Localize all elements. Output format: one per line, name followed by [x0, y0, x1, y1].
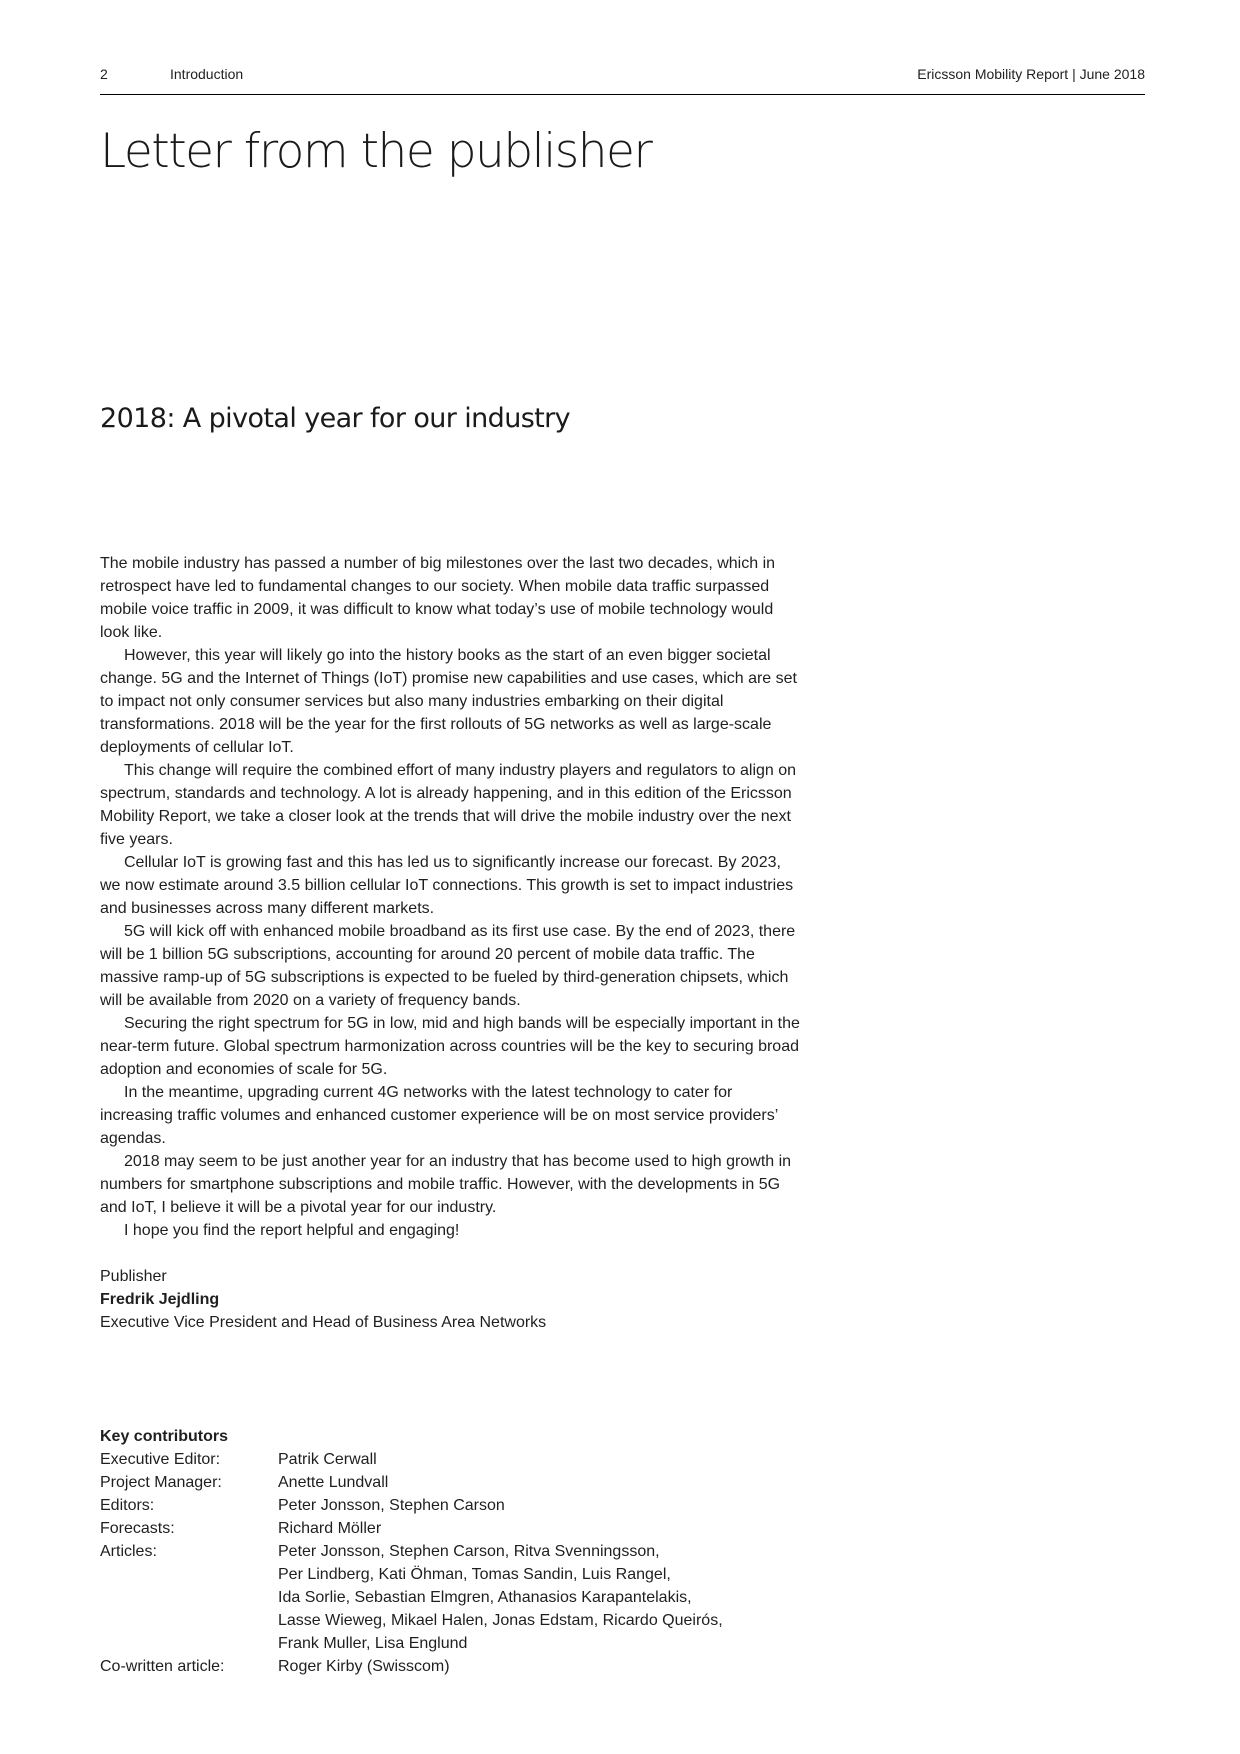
- running-title: Ericsson Mobility Report | June 2018: [917, 66, 1145, 82]
- section-name: Introduction: [170, 66, 244, 82]
- contributor-line: Roger Kirby (Swisscom): [278, 1658, 450, 1675]
- body-paragraph: 5G will kick off with enhanced mobile broadband as its first use case. By the end of 2023, there will be 1 billion 5G subscriptions, accounting for around 20 percent of mobile data traffic. The massive ramp-up of 5G subscriptions is expected to be fueled by third-generation chipsets, which will be available from 2020 on a variety of frequency bands.: [100, 923, 796, 1009]
- body-paragraph: Cellular IoT is growing fast and this has led us to significantly increase our forecast. By 2023, we now estimate around 3.5 billion cellular IoT connections. This growth is set to impact industries and businesses across many different markets.: [100, 854, 794, 917]
- contributor-line: Anette Lundvall: [278, 1474, 389, 1491]
- contributor-row: [100, 1448, 838, 1471]
- contributor-role: Executive Editor:: [100, 1451, 221, 1468]
- contributors-heading: Key contributors: [100, 1428, 229, 1445]
- contributor-row: [100, 1494, 838, 1517]
- contributor-role: Articles:: [100, 1543, 157, 1560]
- contributor-line: Peter Jonsson, Stephen Carson, Ritva Svenningsson,: [278, 1543, 660, 1560]
- contributor-role: Project Manager:: [100, 1474, 222, 1491]
- page-header: [100, 66, 1145, 95]
- contributor-names: [278, 1540, 838, 1655]
- contributor-row: [100, 1540, 838, 1655]
- contributor-line: Per Lindberg, Kati Öhman, Tomas Sandin, Luis Rangel,: [278, 1566, 671, 1583]
- contributor-role: Forecasts:: [100, 1520, 175, 1537]
- body-paragraph: In the meantime, upgrading current 4G networks with the latest technology to cater for increasing traffic volumes and enhanced customer experience will be on most service providers’ agendas.: [100, 1084, 778, 1147]
- publisher-position: Executive Vice President and Head of Business Area Networks: [100, 1314, 547, 1331]
- contributor-row: [100, 1471, 838, 1494]
- body-paragraph: Securing the right spectrum for 5G in low, mid and high bands will be especially important in the near-term future. Global spectrum harmonization across countries will be the key to securing broad adoption and economies of scale for 5G.: [100, 1015, 800, 1078]
- contributor-names: [278, 1655, 838, 1678]
- publisher-role: Publisher: [100, 1268, 167, 1285]
- contributor-row: [100, 1655, 838, 1678]
- body-paragraph: However, this year will likely go into the history books as the start of an even bigger societal change. 5G and the Internet of Things (IoT) promise new capabilities and use cases, which are set to impact not only consumer services but also many industries embarking on their digital transformations. 2018 will be the year for the first rollouts of 5G networks as well as large-scale deployments of cellular IoT.: [100, 647, 797, 756]
- publisher-name: Fredrik Jejdling: [100, 1291, 220, 1308]
- signoff: [100, 1265, 546, 1334]
- body-paragraph: I hope you find the report helpful and engaging!: [124, 1222, 460, 1239]
- letter-body: [100, 552, 800, 1242]
- contributor-line: Patrik Cerwall: [278, 1451, 377, 1468]
- body-paragraph: 2018 may seem to be just another year for an industry that has become used to high growth in numbers for smartphone subscriptions and mobile traffic. However, with the developments in 5G and IoT, I believe it will be a pivotal year for our industry.: [100, 1153, 792, 1216]
- page-title: Letter from the publisher: [100, 124, 652, 179]
- contributor-role: Co-written article:: [100, 1658, 225, 1675]
- body-paragraph: This change will require the combined effort of many industry players and regulators to align on spectrum, standards and technology. A lot is already happening, and in this edition of the Ericsson Mobility Report, we take a closer look at the trends that will drive the mobile industry over the next five years.: [100, 762, 797, 848]
- contributor-line: Lasse Wieweg, Mikael Halen, Jonas Edstam, Ricardo Queirós,: [278, 1612, 723, 1629]
- contributor-role: Editors:: [100, 1497, 155, 1514]
- page-number: 2: [100, 66, 108, 82]
- contributor-line: Peter Jonsson, Stephen Carson: [278, 1497, 505, 1514]
- article-subtitle: 2018: A pivotal year for our industry: [100, 403, 571, 434]
- contributor-line: Frank Muller, Lisa Englund: [278, 1635, 468, 1652]
- contributor-names: [278, 1448, 838, 1471]
- body-paragraph: The mobile industry has passed a number of big milestones over the last two decades, which in retrospect have led to fundamental changes to our society. When mobile data traffic surpassed mobile voice traffic in 2009, it was difficult to know what today’s use of mobile technology would look like.: [100, 555, 776, 641]
- contributor-line: Richard Möller: [278, 1520, 382, 1537]
- contributor-row: [100, 1517, 838, 1540]
- contributor-names: [278, 1471, 838, 1494]
- contributor-line: Ida Sorlie, Sebastian Elmgren, Athanasios Karapantelakis,: [278, 1589, 692, 1606]
- contributor-names: [278, 1494, 838, 1517]
- contributor-names: [278, 1517, 838, 1540]
- key-contributors: [100, 1425, 838, 1678]
